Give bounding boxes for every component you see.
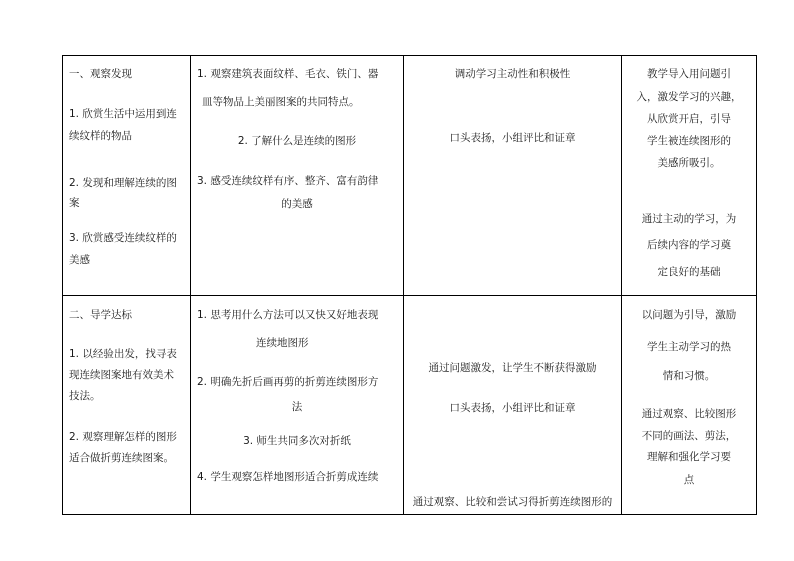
cell-text: 案 xyxy=(69,197,80,209)
cell-text: 2. 观察理解怎样的图形 xyxy=(69,431,177,443)
cell-text: 调动学习主动性和积极性 xyxy=(454,68,571,80)
cell-text: 续纹样的物品 xyxy=(69,130,132,142)
table-border xyxy=(62,55,757,56)
cell-text: 以问题为引导，激励 xyxy=(641,309,737,321)
section-title: 二、导学达标 xyxy=(69,309,132,321)
table-border xyxy=(62,55,63,515)
table-border xyxy=(62,514,757,515)
cell-text: 1. 欣赏生活中运用到连 xyxy=(69,108,177,120)
cell-text: 1. 观察建筑表面纹样、毛衣、铁门、器 xyxy=(197,68,379,80)
cell-text: 通过观察、比较和尝试习得折剪连续图形的 xyxy=(412,496,613,508)
cell-text: 3. 感受连续纹样有序、整齐、富有韵律 xyxy=(197,175,379,187)
cell-text: 美感 xyxy=(69,254,90,266)
cell-text: 口头表扬，小组评比和证章 xyxy=(449,132,576,144)
cell-text: 不同的画法、剪法， xyxy=(641,430,737,442)
cell-text: 点 xyxy=(683,474,695,486)
cell-text: 情和习惯。 xyxy=(662,370,716,382)
cell-text: 3. 欣赏感受连续纹样的 xyxy=(69,232,177,244)
cell-text: 通过观察、比较图形 xyxy=(641,408,737,420)
cell-text: 后续内容的学习奠 xyxy=(647,239,731,251)
cell-text: 1. 以经验出发，找寻表 xyxy=(69,348,177,360)
cell-text: 皿等物品上美丽图案的共同特点。 xyxy=(202,96,360,108)
cell-text: 连续地图形 xyxy=(256,337,309,349)
table-border xyxy=(62,295,757,296)
cell-text: 1. 思考用什么方法可以又快又好地表现 xyxy=(197,309,379,321)
cell-text: 教学导入用问题引 xyxy=(647,68,731,80)
cell-text: 技法。 xyxy=(69,390,101,402)
cell-text: 通过问题激发，让学生不断获得激励 xyxy=(428,362,597,374)
table-border xyxy=(756,55,757,515)
cell-text: 2. 了解什么是连续的图形 xyxy=(237,135,357,147)
cell-text: 学生主动学习的热 xyxy=(647,341,731,353)
table-border xyxy=(403,55,404,515)
cell-text: 2. 明确先折后画再剪的折剪连续图形方 xyxy=(197,376,379,388)
section-title: 一、观察发现 xyxy=(69,68,132,80)
cell-text: 4. 学生观察怎样地图形适合折剪成连续 xyxy=(197,471,379,483)
cell-text: 从欣赏开启，引导 xyxy=(647,113,731,125)
cell-text: 2. 发现和理解连续的图 xyxy=(69,177,177,189)
cell-text: 法 xyxy=(291,401,303,413)
cell-text: 入，激发学习的兴趣， xyxy=(636,91,742,103)
cell-text: 通过主动的学习，为 xyxy=(641,213,737,225)
cell-text: 理解和强化学习要 xyxy=(647,451,731,463)
cell-text: 适合做折剪连续图案。 xyxy=(69,452,174,464)
cell-text: 学生被连续图形的 xyxy=(647,135,731,147)
cell-text: 现连续图案地有效美术 xyxy=(69,369,174,381)
cell-text: 的美感 xyxy=(281,198,313,210)
cell-text: 口头表扬，小组评比和证章 xyxy=(449,402,576,414)
cell-text: 3. 师生共同多次对折纸 xyxy=(243,435,351,447)
lesson-plan-table xyxy=(62,55,757,515)
cell-text: 定良好的基础 xyxy=(657,266,721,278)
cell-text: 美感所吸引。 xyxy=(657,157,721,169)
